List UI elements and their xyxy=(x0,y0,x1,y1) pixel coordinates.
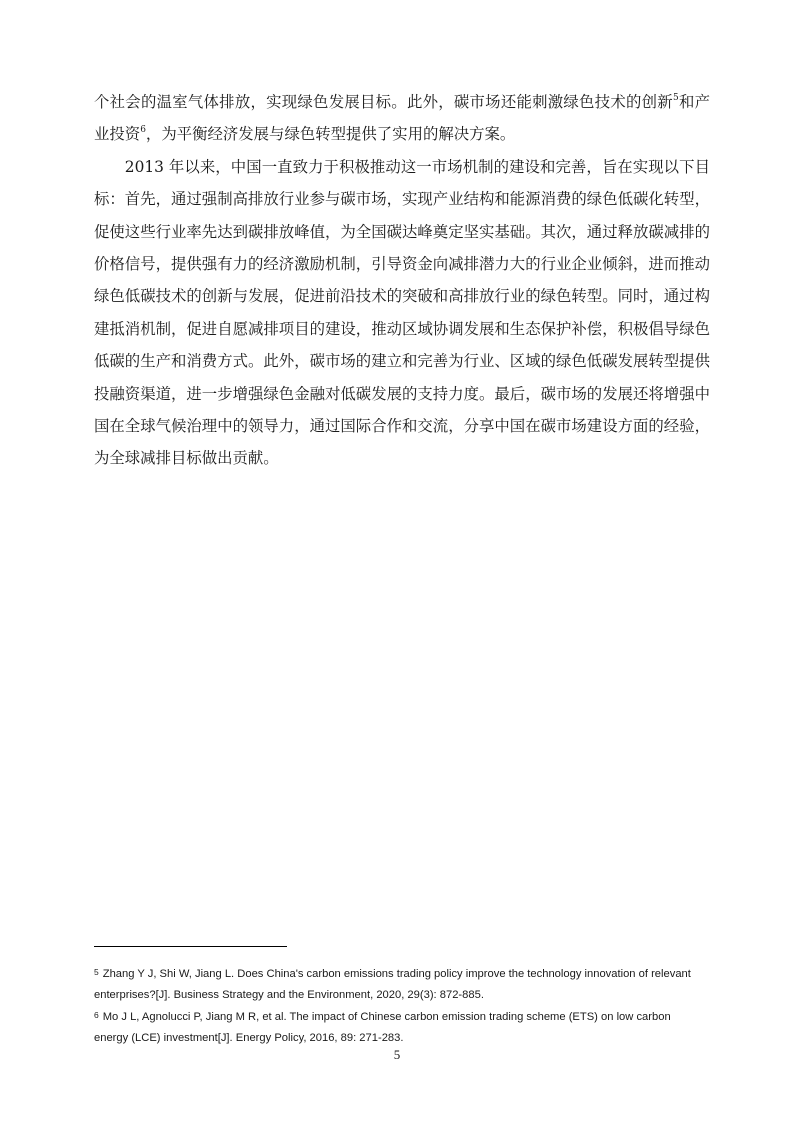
footnote-5 xyxy=(94,962,694,1005)
footnote-text: Mo J L, Agnolucci P, Jiang M R, et al. The impact of Chinese carbon emission trading scheme (ETS) on low carbon energy (LCE) investment[J]. Energy Policy, 2016, 89: 271-283. xyxy=(94,1011,671,1044)
footnotes xyxy=(94,962,694,1048)
footnote-ref-5[interactable]: 5 xyxy=(672,93,679,103)
page-number: 5 xyxy=(393,1047,401,1062)
footnote-number: 5 xyxy=(94,967,99,977)
paragraph-1 xyxy=(94,86,710,151)
footnote-ref-6[interactable]: 6 xyxy=(140,125,146,136)
body-text xyxy=(94,86,710,475)
footnote-text: Zhang Y J, Shi W, Jiang L. Does China's carbon emissions trading policy improve the technology innovation of relevant enterprises?[J]. Business Strategy and the Environment, 2020, 29(3): 872-885. xyxy=(94,968,691,1001)
paragraph-1-text-a: 个社会的温室气体排放，实现绿色发展目标。此外，碳市场还能刺激绿色技术的创新 xyxy=(94,93,673,111)
paragraph-2: 2013 年以来，中国一直致力于积极推动这一市场机制的建设和完善，旨在实现以下目标：首先，通过强制高排放行业参与碳市场，实现产业结构和能源消费的绿色低碳化转型，促使这些行业率先达到碳排放峰值，为全国碳达峰奠定坚实基础。其次，通过释放碳减排的价格信号，提供强有力的经济激励机制，引导资金向减排潜力大的行业企业倾斜，进而推动绿色低碳技术的创新与发展，促进前沿技术的突破和高排放行业的绿色转型。同时，通过构建抵消机制，促进自愿减排项目的建设，推动区域协调发展和生态保护补偿，积极倡导绿色低碳的生产和消费方式。此外，碳市场的建立和完善为行业、区域的绿色低碳发展转型提供投融资渠道，进一步增强绿色金融对低碳发展的支持力度。最后，碳市场的发展还将增强中国在全球气候治理中的领导力，通过国际合作和交流，分享中国在碳市场建设方面的经验，为全球减排目标做出贡献。 xyxy=(94,157,710,468)
footnote-divider xyxy=(94,946,287,947)
paragraph-1-text-b: 和产业投资 xyxy=(94,93,710,144)
footnote-6 xyxy=(94,1005,694,1048)
footnote-number: 6 xyxy=(94,1010,99,1021)
paragraph-1-text-c: ，为平衡经济发展与绿色转型提供了实用的解决方案。 xyxy=(145,125,516,144)
